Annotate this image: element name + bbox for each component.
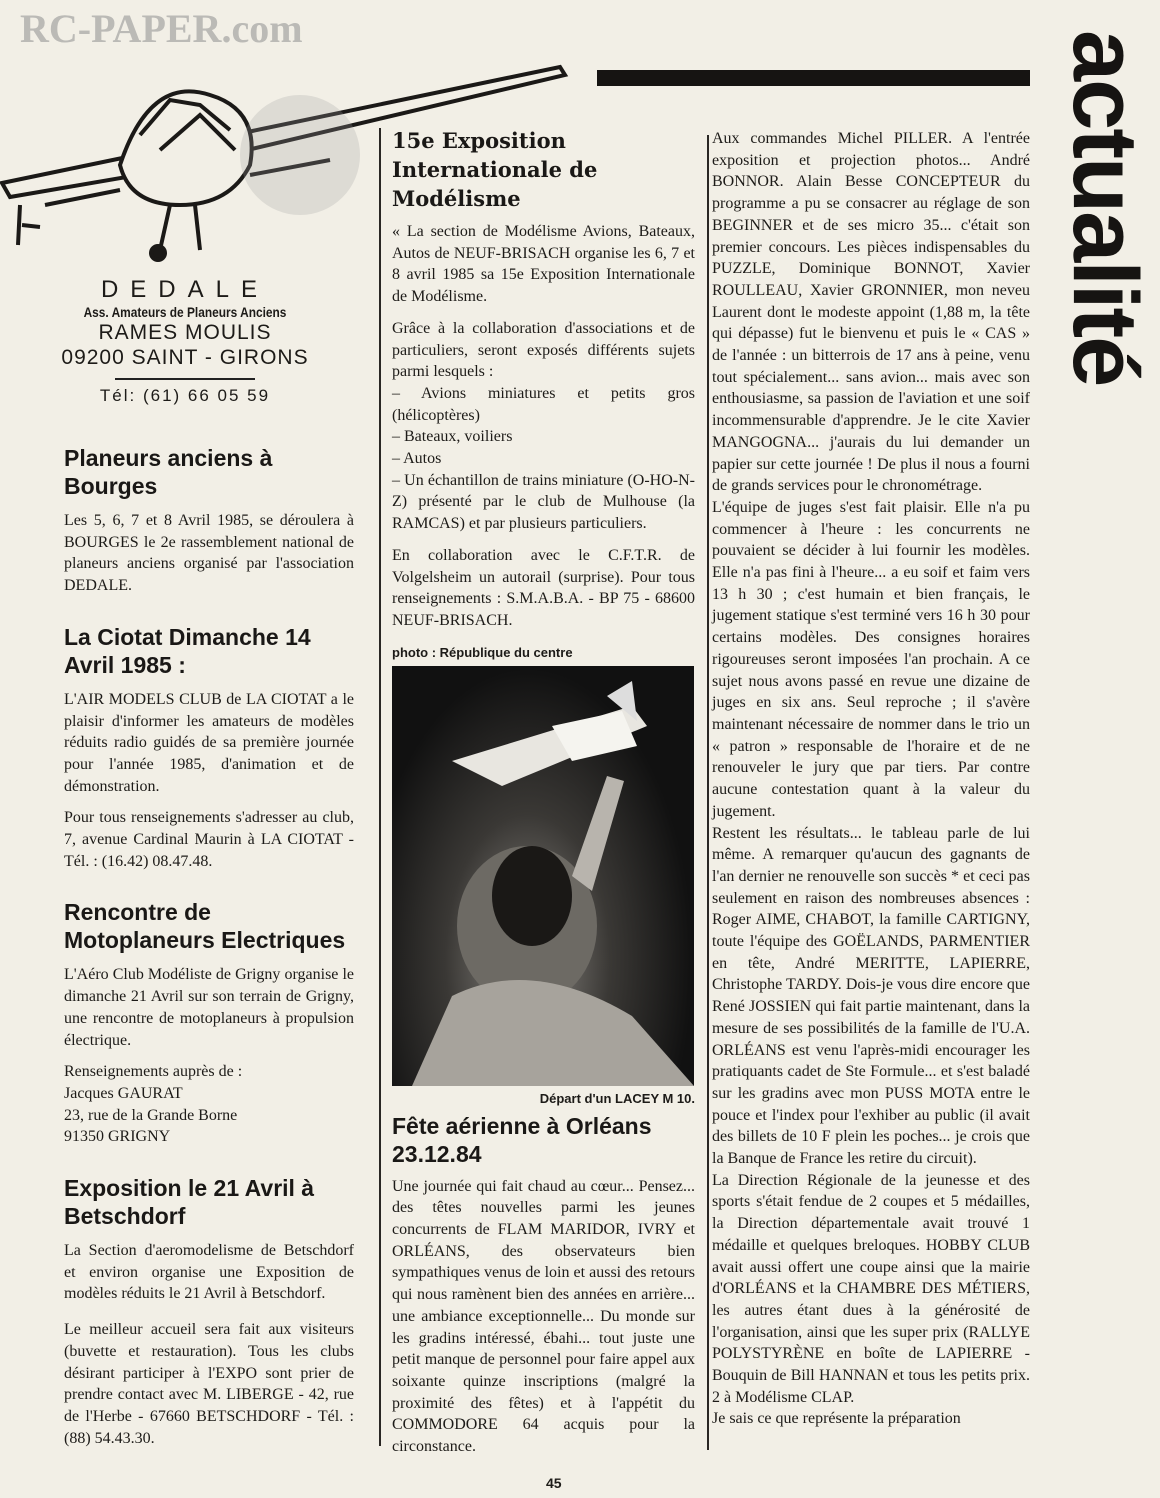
list-item: – Avions miniatures et petits gros (hélicoptères) <box>392 384 695 424</box>
paragraph: L'équipe de juges s'est fait plaisir. Elle n'a pu commencer à l'heure : les concurrents ne pouvaient se décider à lui fournir les modèles. Elle n'a pas fini à l'heure... a eu soif et faim vers 13 h 30 ; c'est humain et bien français, le jugement statique s'est terminé vers 16 h 30 pour certains modèles. Des consignes horaires rigoureuses seront imposées l'an prochain. A ce sujet nous avons passé en revue une dizaine de juges en six ans. Seul reproche ; il s'avère maintenant nécessaire de nommer dans le trio un « patron » responsable de l'horaire et de ne renouveler le jury que par tiers. Par contre aucune contestation quant à la valeur du jugement. <box>712 498 1030 820</box>
photo-caption: Départ d'un LACEY M 10. <box>539 1090 695 1106</box>
article-grigny <box>64 898 354 1148</box>
column-1 <box>64 444 354 1475</box>
paragraph: L'AIR MODELS CLUB de LA CIOTAT a le plaisir d'informer les amateurs de modèles réduits radio guidés de sa première journée pour l'année 1985, d'animation et de démonstration. <box>64 690 354 795</box>
article-title: La Ciotat Dimanche 14 Avril 1985 : <box>64 623 311 678</box>
divider <box>115 378 255 380</box>
contact-line: 23, rue de la Grande Borne <box>64 1106 238 1124</box>
dedale-address-1: RAMES MOULIS <box>98 321 272 344</box>
page-number: 45 <box>546 1475 562 1491</box>
paragraph: Une journée qui fait chaud au cœur... Pensez... des têtes nouvelles parmi les jeunes concurrents de FLAM MARIDOR, IVRY et ORLÉANS, des observateurs bien sympathiques venus de loin et aussi des retours qui nous ramènent bien des années en arrière... une ambiance exceptionnelle... Du monde sur les gradins intéressé, ébahi... tout juste une petit manque de personnel pour faire appel aux soixante quinze inscriptions (malgré la proximité des fêtes) et à l'appétit du COMMODORE 64 acquis pour la circonstance. <box>392 1177 695 1456</box>
photo-credit: photo : République du centre <box>392 644 573 660</box>
dedale-subtitle: Ass. Amateurs de Planeurs Anciens <box>83 304 287 320</box>
column-rule <box>379 128 381 1446</box>
paragraph: Le meilleur accueil sera fait aux visiteurs (buvette et restauration). Tous les clubs désirant participer à l'EXPO sont prier de prendre contact avec M. LIBERGE - 42, rue de l'Herbe - 67660 BETSCHDORF - Tél. : (88) 54.43.30. <box>64 1321 354 1447</box>
photo-boy-with-model-plane <box>392 666 694 1086</box>
list-item: – Autos <box>392 450 442 468</box>
paragraph: Je sais ce que représente la préparation <box>712 1410 961 1428</box>
header-bar <box>597 70 1030 86</box>
paragraph: En collaboration avec le C.F.T.R. de Volgelsheim un autorail (surprise). Pour tous renseignements : S.M.A.B.A. - BP 75 - 68600 NEUF-BRISACH. <box>392 546 695 629</box>
section-label: actualité <box>1054 30 1156 386</box>
paragraph: L'Aéro Club Modéliste de Grigny organise le dimanche 21 Avril sur son terrain de Grigny, une rencontre de motoplaneurs à propulsion électrique. <box>64 966 354 1049</box>
paragraph: « La section de Modélisme Avions, Bateaux, Autos de NEUF-BRISACH organise les 6, 7 et 8 avril 1985 sa 15e Exposition Internationale de Modélisme. <box>392 223 695 306</box>
article-fete-continued <box>712 128 1030 1430</box>
paragraph: La Section d'aeromodelisme de Betschdorf et environ organise une Exposition de modèles réduits le 21 Avril à Betschdorf. <box>64 1242 354 1303</box>
article-body <box>64 1240 354 1449</box>
article-body <box>64 510 354 597</box>
list-item: – Un échantillon de trains miniature (O-HO-N-Z) présenté par le club de Mulhouse (la RAMCAS) et par plusieurs particuliers. <box>392 471 695 533</box>
article-betschdorf <box>64 1174 354 1449</box>
watermark-seal <box>240 95 360 215</box>
article-body <box>392 1176 695 1458</box>
watermark: RC-PAPER.com <box>20 6 303 51</box>
article-body <box>64 689 354 873</box>
article-title: Exposition le 21 Avril à Betschdorf <box>64 1175 315 1230</box>
article-bourges <box>64 444 354 597</box>
paragraph: Renseignements auprès de : <box>64 1063 243 1081</box>
dedale-name: DEDALE <box>100 276 270 303</box>
contact-line: Jacques GAURAT <box>64 1084 183 1102</box>
article-title: Rencontre de Motoplaneurs Electriques <box>64 899 346 954</box>
paragraph: Grâce à la collaboration d'associations et de particuliers, seront exposés différents sujets parmi lesquels : <box>392 319 695 381</box>
article-ciotat <box>64 623 354 873</box>
article-body <box>64 964 354 1148</box>
paragraph: Restent les résultats... le tableau parle de lui même. A remarquer qu'aucun des gagnants de l'an dernier ne renouvelle son succès * et ceci pas seulement en raison des nombreuses absences : Roger AIME, CHABOT, la famille CARTIGNY, toute l'équipe des GOËLANDS, PARMENTIER en tête, André MERITTE, LAPIERRE, Christophe TARDY. Dois-je vous dire encore que René JOSSIEN qui fait partie maintenant, dans la mesure de ses possibilités de la famille de l'U.A. ORLÉANS est venu l'après-midi encourager les pratiquants cadet de Ste Formule... et s'est baladé sur les gradins avec mon PUSS MOTA entre le pouce et l'index pour l'exhiber au public (il avait des billets de 10 F plein les poches... je crois que la Banque de France les retire du circuit). <box>712 824 1030 1168</box>
article-title: Fête aérienne à Orléans 23.12.84 <box>392 1112 652 1167</box>
article-title: Planeurs anciens à Bourges <box>64 445 273 499</box>
photo-content <box>392 666 694 1086</box>
paragraph: Pour tous renseignements s'adresser au club, 7, avenue Cardinal Maurin à LA CIOTAT - Tél. : (16.42) 08.47.48. <box>64 809 354 870</box>
contact-line: 91350 GRIGNY <box>64 1128 171 1146</box>
paragraph: Aux commandes Michel PILLER. A l'entrée exposition et projection photos... André BONNOR. Alain Besse CONCEPTEUR du programme a pu se consacrer au réglage de son BEGINNER et de ses micro 35... c'était son premier concours. Les pièces indispensables du PUZZLE, Dominique BONNOT, Xavier ROULLEAU, Xavier GRONNIER, mon neveu Laurent dont le modeste appoint (1,88 m, la tête qui dépasse) fut le bienvenu et puis le « CAS » de l'année : un bitterrois de 17 ans à peine, venu tout spécialement... sans avion... mais avec son enthousiasme, sa passion de l'aviation et une soif incommensurable d'apprendre. Je le cite Xavier MANGOGNA... j'aurais du lui demander un papier sur cette journée ! De plus il nous a fourni de grands services pour le chronométrage. <box>712 130 1030 495</box>
dedale-phone: Tél: (61) 66 05 59 <box>99 386 271 405</box>
column-rule <box>707 135 709 1450</box>
dedale-address-2: 09200 SAINT - GIRONS <box>61 346 309 369</box>
column-2 <box>392 126 695 1458</box>
article-body <box>392 221 695 632</box>
dedale-ad <box>30 276 340 406</box>
paragraph: La Direction Régionale de la jeunesse et des sports s'était fendue de 2 coupes et 5 médailles, la Direction départementale avait trouvé 1 médaille et quelques breloques. HOBBY CLUB avait aussi offert une coupe ainsi que la mairie d'ORLÉANS et la CHAMBRE DES MÉTIERS, les autres étant dues à la générosité de l'organisation, ainsi que les super prix (RALLYE POLYSTYRÈNE en boîte de LAPIERRE - Bouquin de Bill HANNAN et tous les petits prix. 2 à Modélisme CLAP. <box>712 1171 1030 1406</box>
article-title: 15e Exposition Internationale de Modélisme <box>392 128 598 211</box>
list-item: – Bateaux, voiliers <box>392 428 513 446</box>
paragraph: Les 5, 6, 7 et 8 Avril 1985, se déroulera à BOURGES le 2e rassemblement national de planeurs anciens organisé par l'association DEDALE. <box>64 512 354 595</box>
